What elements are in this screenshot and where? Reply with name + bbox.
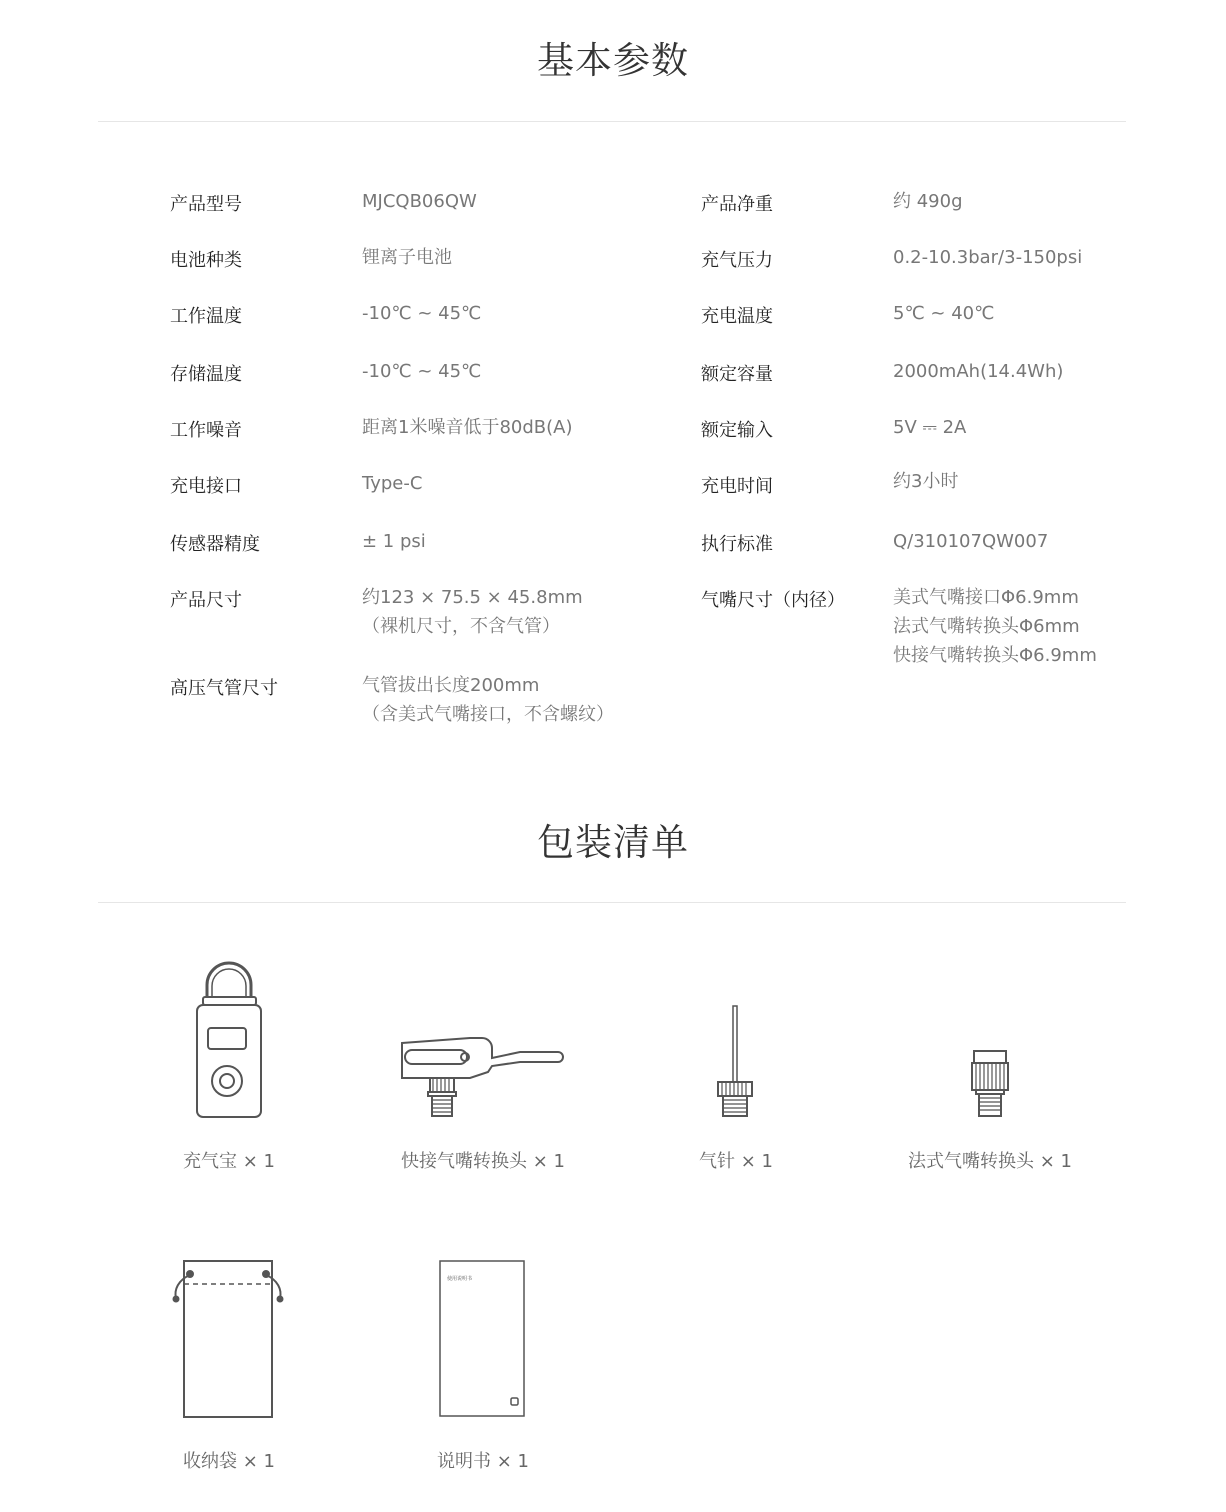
package-item-label: 法式气嘴转换头 × 1 [908, 1151, 1072, 1172]
spec-value-battery-type: 锂离子电池 [362, 247, 452, 268]
package-item-label: 气针 × 1 [699, 1151, 773, 1172]
spec-value-rated-input: 5V ⎓ 2A [893, 417, 967, 438]
spec-label-charge-time: 充电时间 [701, 476, 773, 497]
spec-label-storage-temp: 存储温度 [170, 364, 242, 385]
spec-value-storage-temp: -10℃ ~ 45℃ [362, 361, 482, 382]
spec-label-valve-size: 气嘴尺寸（内径） [701, 590, 845, 611]
spec-label-work-temp: 工作温度 [170, 306, 242, 327]
spec-label-battery-type: 电池种类 [170, 250, 242, 271]
spec-label-hose-size: 高压气管尺寸 [170, 678, 278, 699]
spec-label-charge-port: 充电接口 [170, 476, 242, 497]
spec-label-capacity: 额定容量 [701, 364, 773, 385]
spec-label-model: 产品型号 [170, 194, 242, 215]
spec-value-model: MJCQB06QW [362, 191, 477, 212]
spec-label-standard: 执行标准 [701, 534, 773, 555]
spec-value-charge-port: Type-C [362, 473, 423, 494]
spec-label-net-weight: 产品净重 [701, 194, 773, 215]
package-title: 包装清单 [537, 821, 689, 864]
package-item-label: 快接气嘴转换头 × 1 [401, 1151, 565, 1172]
specs-title: 基本参数 [537, 39, 689, 82]
spec-label-dimensions: 产品尺寸 [170, 590, 242, 611]
spec-label-charge-temp: 充电温度 [701, 306, 773, 327]
spec-value-capacity: 2000mAh(14.4Wh) [893, 361, 1064, 382]
spec-value-dimensions: 约123 × 75.5 × 45.8mm （裸机尺寸，不含气管） [362, 587, 583, 637]
spec-value-net-weight: 约 490g [893, 191, 963, 212]
spec-value-standard: Q/310107QW007 [893, 531, 1049, 552]
spec-label-rated-input: 额定输入 [701, 420, 773, 441]
spec-value-charge-time: 约3小时 [893, 471, 959, 492]
spec-value-work-temp: -10℃ ~ 45℃ [362, 303, 482, 324]
spec-label-noise: 工作噪音 [170, 420, 242, 441]
spec-value-hose-size: 气管拔出长度200mm （含美式气嘴接口，不含螺纹） [362, 675, 614, 725]
package-item-label: 说明书 × 1 [437, 1451, 529, 1472]
spec-value-pressure: 0.2-10.3bar/3-150psi [893, 247, 1083, 268]
package-item-label: 收纳袋 × 1 [183, 1451, 275, 1472]
spec-value-sensor-accuracy: ± 1 psi [362, 531, 426, 552]
package-item-label: 充气宝 × 1 [183, 1151, 275, 1172]
spec-value-valve-size: 美式气嘴接口Φ6.9mm 法式气嘴转换头Φ6mm 快接气嘴转换头Φ6.9mm [893, 587, 1097, 666]
manual-cover-title: 使用说明书 [447, 1276, 473, 1282]
spec-label-sensor-accuracy: 传感器精度 [170, 534, 260, 555]
spec-label-pressure: 充气压力 [701, 250, 773, 271]
spec-value-noise: 距离1米噪音低于80dB(A) [362, 417, 573, 438]
spec-value-charge-temp: 5℃ ~ 40℃ [893, 303, 995, 324]
